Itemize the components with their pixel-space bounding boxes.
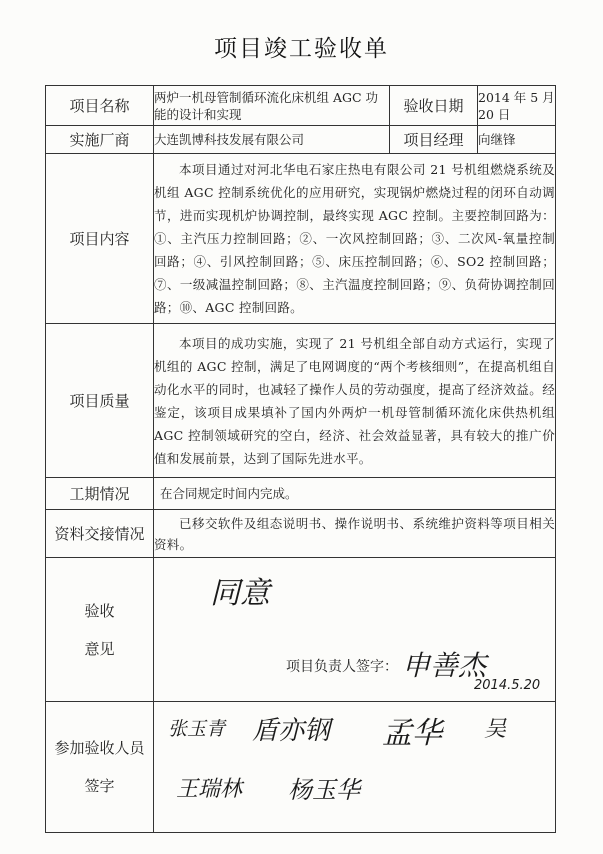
content-label: 项目内容 — [46, 154, 154, 324]
member-signature: 盾亦钢 — [252, 716, 331, 746]
acceptance-form-table — [45, 85, 556, 833]
member-signature: 孟华 — [382, 716, 442, 751]
quality-label: 项目质量 — [46, 324, 154, 478]
member-signature: 王瑞林 — [176, 777, 243, 802]
row-opinion — [46, 558, 556, 702]
opinion-label-line-2: 意见 — [84, 639, 115, 658]
opinion-cell — [154, 558, 556, 702]
accept-date-value: 2014 年 5 月 20 日 — [478, 86, 556, 126]
manager-signature: 申善杰 — [402, 649, 487, 682]
sign-label: 项目负责人签字： — [286, 659, 398, 675]
vendor-label: 实施厂商 — [46, 126, 154, 154]
project-name-label: 项目名称 — [46, 86, 154, 126]
row-content — [46, 154, 556, 324]
opinion-label — [46, 558, 154, 702]
row-members — [46, 702, 556, 833]
handover-value: 已移交软件及组态说明书、操作说明书、系统维护资料等项目相关资料。 — [154, 510, 556, 558]
member-signature: 张玉青 — [168, 718, 226, 740]
row-schedule — [46, 478, 556, 510]
members-label — [46, 702, 154, 833]
members-label-line-2: 签字 — [84, 777, 115, 795]
accept-date-label: 验收日期 — [390, 86, 478, 126]
content-value: 本项目通过对河北华电石家庄热电有限公司 21 号机组燃烧系统及机组 AGC 控制系统优化的应用研究，实现锅炉燃烧过程的闭环自动调节，进而实现机炉协调控制，最终实现 AGC 控制。主要控制回路为：①、主汽压力控制回路；②、一次风控制回路；③、二次风-氧量控制回路；④、引风控制回路；⑤、床压控制回路；⑥、SO2 控制回路；⑦、一级减温控制回路；⑧、主汽温度控制回路；⑨、负荷协调控制回路；⑩、AGC 控制回路。 — [154, 154, 556, 324]
members-label-line-1: 参加验收人员 — [54, 739, 145, 757]
schedule-label: 工期情况 — [46, 478, 154, 510]
member-signature: 吴 — [484, 717, 507, 742]
manager-label: 项目经理 — [390, 126, 478, 154]
schedule-value: 在合同规定时间内完成。 — [154, 478, 556, 510]
member-signature: 杨玉华 — [288, 776, 360, 804]
row-handover — [46, 510, 556, 558]
project-name-value: 两炉一机母管制循环流化床机组 AGC 功能的设计和实现 — [154, 86, 390, 126]
vendor-value: 大连凯博科技发展有限公司 — [154, 126, 390, 154]
row-vendor — [46, 126, 556, 154]
opinion-label-line-1: 验收 — [84, 601, 115, 620]
quality-value: 本项目的成功实施，实现了 21 号机组全部自动方式运行，实现了机组的 AGC 控制，满足了电网调度的“两个考核细则”，在提高机组自动化水平的同时，也减轻了操作人员的劳动强度，提高了经济效益。经鉴定，该项目成果填补了国内外两炉一机母管制循环流化床供热机组 AGC 控制领域研究的空白，经济、社会效益显著，具有较大的推广价值和发展前景，达到了国际先进水平。 — [154, 324, 556, 478]
page-title: 项目竣工验收单 — [214, 36, 389, 62]
members-cell — [154, 702, 556, 833]
row-project-name — [46, 86, 556, 126]
sign-date: 2014.5.20 — [474, 678, 541, 693]
opinion-handwritten: 同意 — [210, 576, 270, 611]
row-quality — [46, 324, 556, 478]
manager-value: 向继锋 — [478, 126, 556, 154]
handover-label: 资料交接情况 — [46, 510, 154, 558]
